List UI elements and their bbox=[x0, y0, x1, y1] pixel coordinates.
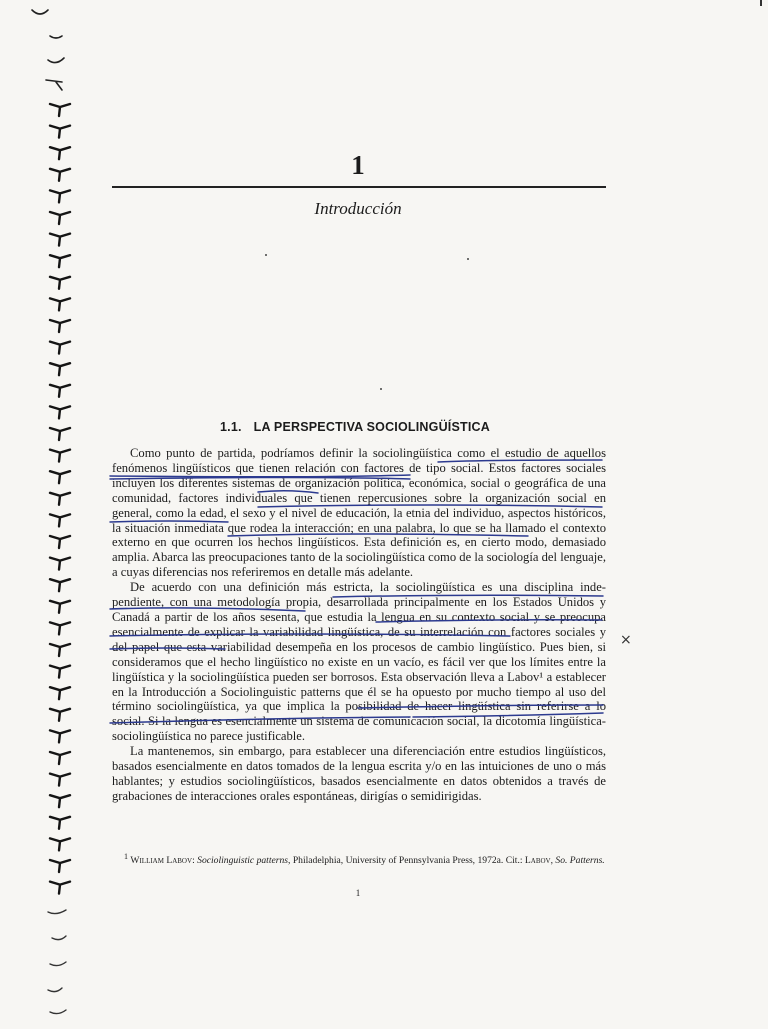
footnote-short-author: Labov bbox=[524, 855, 551, 867]
footnote: $^1$ William Labov: Sociolinguistic patterns, Philadelphia, University of Pennsylvania Press, 1972a. Cit.: Labov, So. Patterns. bbox=[124, 852, 605, 867]
binding-tick bbox=[50, 104, 70, 116]
chapter-rule bbox=[112, 186, 606, 188]
scan-speck bbox=[380, 388, 382, 390]
binding-tick bbox=[50, 450, 70, 462]
paragraph-3: La mantenemos, sin embargo, para establecer una diferenciación entre estudios lingüísticos, basados esencialmente en datos tomados de la lengua escrita y/o en las intuiciones de uno o más hablantes; y estudios sociolingüísticos, basados esencialmente en datos obtenidos a través de grabaciones de interacciones orales espontáneas, dirigías o semidirigidas. bbox=[112, 744, 606, 803]
page-number: 1 bbox=[355, 888, 361, 898]
footnote-author: William Labov bbox=[130, 855, 193, 867]
paragraph-2: De acuerdo con una definición más estricta, la sociolingüística es una disciplina independiente, con una metodología propia, desarrollada principalmente en los Estados Unidos y Canadá a partir de los años sesenta, que estudia la lengua en su contexto social y se preocupa esencialmente de explicar la variabilidad lingüística, de su interrelación con factores sociales y del papel que esta variabilidad desempeña en los procesos de cambio lingüístico. Pues bien, si consideramos que el hecho lingüístico no existe en un vacío, es fácil ver que los límites entre la lingüística y la sociolingüística pueden ser borrosos. Esta observación lleva a Labov¹ a establecer en la Introducción a Sociolinguistic patterns que él se ha opuesto por mucho tiempo al uso del término sociolingüística, ya que implica la posibilidad de hacer lingüística sin referirse a lo social. Si la lengua es esencialmente un sistema de comunicación social, la dicotomía lingüística-sociolingüística no parece justificable. bbox=[112, 580, 606, 744]
binding-tick bbox=[50, 428, 70, 440]
book-page bbox=[108, 0, 608, 1024]
binding-tick bbox=[50, 514, 70, 526]
corner-speck bbox=[760, 0, 762, 6]
binding-tick bbox=[50, 536, 70, 548]
binding-tick bbox=[50, 709, 70, 721]
binding-tick bbox=[50, 687, 70, 699]
binding-tick bbox=[50, 622, 70, 634]
binding-tick bbox=[50, 385, 70, 397]
binding-tick bbox=[50, 406, 70, 418]
binding-tick bbox=[50, 147, 70, 159]
chapter-number: 1 bbox=[351, 150, 365, 180]
binding-tick bbox=[50, 234, 70, 246]
binding-tick bbox=[50, 277, 70, 289]
chapter-title: Introducción bbox=[314, 199, 402, 218]
binding-tick bbox=[50, 666, 70, 678]
footnote-short-work: So. Patterns. bbox=[555, 855, 605, 867]
footnote-details: , Philadelphia, University of Pennsylvania Press, 1972a. Cit.: bbox=[288, 855, 525, 867]
binding-tick bbox=[50, 298, 70, 310]
binding-tick bbox=[50, 126, 70, 138]
binding-tick bbox=[50, 579, 70, 591]
binding-tick bbox=[50, 320, 70, 332]
binding-tick bbox=[50, 795, 70, 807]
binding-tick bbox=[50, 752, 70, 764]
paragraph-1: Como punto de partida, podríamos definir la sociolingüística como el estudio de aquellos fenómenos lingüísticos que tienen relación con factores de tipo social. Estos factores sociales incluyen los diferentes sistemas de organización política, económica, social o geográfica de una comunidad, factores individuales que tienen repercusiones sobre la organización social en general, como la edad, el sexo y el nivel de educación, la etnia del individuo, aspectos históricos, la situación inmediata que rodea la interacción; en una palabra, lo que se ha llamado el contexto externo en que ocurren los hechos lingüísticos. Esta definición es, en cierto modo, demasiado amplia. Abarca las preocupaciones tanto de la sociolingüística como de la sociología del lenguaje, a cuyas diferencias nos referiremos en detalle más adelante. bbox=[112, 446, 606, 580]
binding-tick bbox=[50, 169, 70, 181]
binding-tick bbox=[50, 190, 70, 202]
scan-speck bbox=[467, 258, 469, 260]
binding-tick bbox=[50, 471, 70, 483]
section-title: LA PERSPECTIVA SOCIOLINGÜÍSTICA bbox=[253, 420, 490, 434]
binding-tick bbox=[50, 838, 70, 850]
margin-x-mark: × bbox=[620, 632, 632, 648]
body-text bbox=[112, 446, 606, 804]
section-number: 1.1. bbox=[220, 420, 242, 434]
footnote-work: Sociolinguistic patterns bbox=[197, 855, 289, 867]
binding-tick bbox=[50, 730, 70, 742]
section-heading bbox=[220, 420, 490, 434]
binding-tick bbox=[50, 860, 70, 872]
binding-tick bbox=[50, 363, 70, 375]
binding-tick bbox=[50, 342, 70, 354]
binding-tick bbox=[50, 817, 70, 829]
binding-tick bbox=[50, 882, 70, 894]
scan-speck bbox=[265, 254, 267, 256]
binding-tick bbox=[50, 601, 70, 613]
footnote-marker: 1 bbox=[124, 852, 128, 861]
binding-marks bbox=[0, 0, 90, 1024]
binding-tick bbox=[50, 644, 70, 656]
binding-strip bbox=[0, 0, 90, 1024]
binding-tick bbox=[50, 558, 70, 570]
binding-tick bbox=[50, 774, 70, 786]
binding-tick bbox=[50, 255, 70, 267]
binding-tick bbox=[50, 212, 70, 224]
binding-tick bbox=[50, 493, 70, 505]
